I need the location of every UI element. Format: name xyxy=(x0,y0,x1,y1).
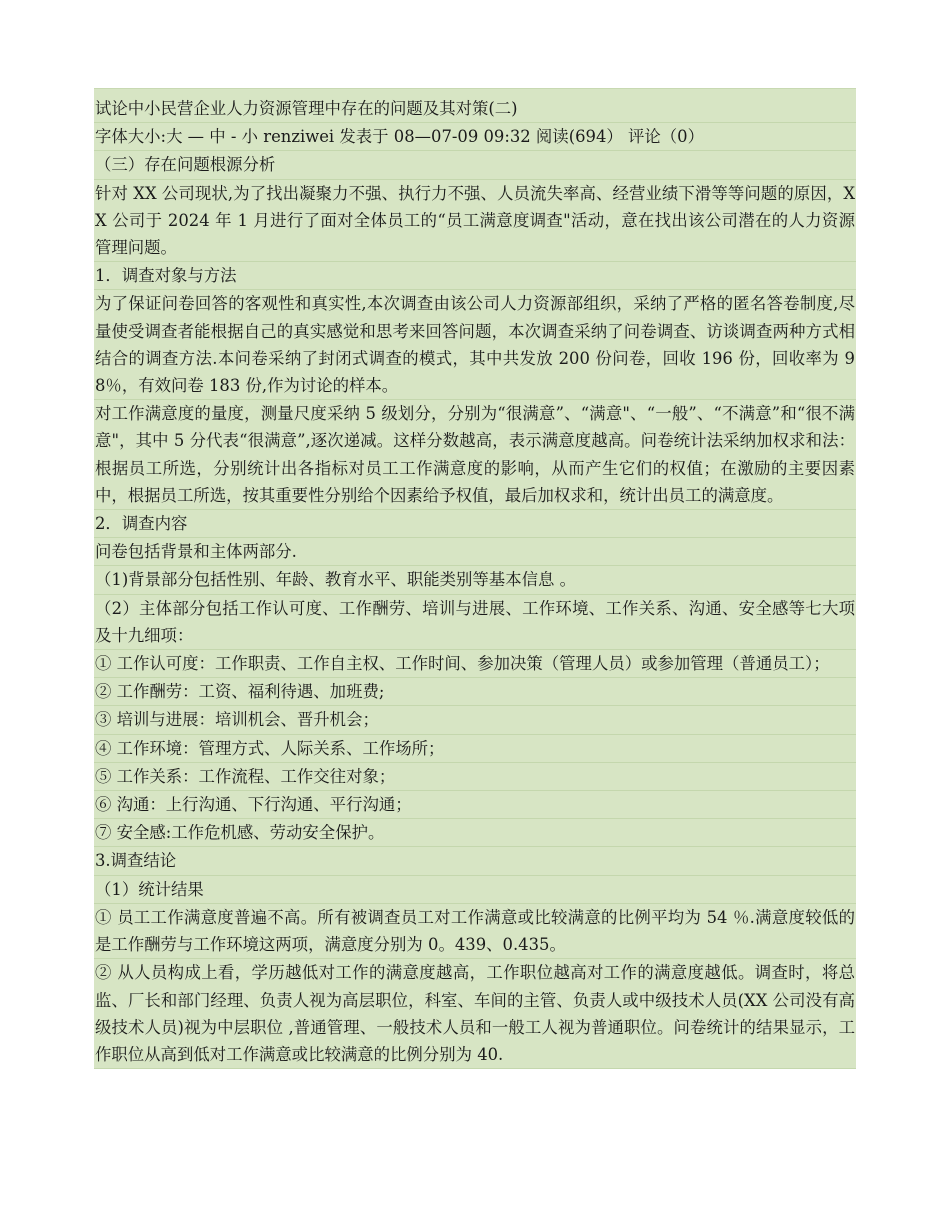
list-item: ④ 工作环境：管理方式、人际关系、工作场所； xyxy=(94,735,856,763)
paragraph: （2）主体部分包括工作认可度、工作酬劳、培训与进展、工作环境、工作关系、沟通、安全感等七大项及十九细项： xyxy=(94,595,856,650)
subsection-heading: 3.调查结论 xyxy=(94,847,856,875)
subsection-heading: 2．调查内容 xyxy=(94,510,856,538)
list-item: ⑥ 沟通：上行沟通、下行沟通、平行沟通； xyxy=(94,791,856,819)
article-title: 试论中小民营企业人力资源管理中存在的问题及其对策(二) xyxy=(94,89,856,123)
list-item: ① 员工工作满意度普遍不高。所有被调查员工对工作满意或比较满意的比例平均为 54 ％.满意度较低的是工作酬劳与工作环境这两项，满意度分别为 0。439、0.435。 xyxy=(94,904,856,959)
paragraph: 为了保证问卷回答的客观性和真实性,本次调查由该公司人力资源部组织，采纳了严格的匿名答卷制度,尽量使受调查者能根据自己的真实感觉和思考来回答问题，本次调查采纳了问卷调查、访谈调查两种方式相结合的调查方法.本问卷采纳了封闭式调查的模式，其中共发放 200 份问卷，回收 196 份，回收率为 98％，有效问卷 183 份,作为讨论的样本。 xyxy=(94,290,856,400)
section-heading: （三）存在问题根源分析 xyxy=(94,151,856,179)
paragraph: 针对 XX 公司现状,为了找出凝聚力不强、执行力不强、人员流失率高、经营业绩下滑等等问题的原因，XX 公司于 2024 年 1 月进行了面对全体员工的“员工满意度调查"活动，意在找出该公司潜在的人力资源管理问题。 xyxy=(94,180,856,263)
paragraph: 对工作满意度的量度，测量尺度采纳 5 级划分，分别为“很满意”、“满意"、“一般”、“不满意”和“很不满意"，其中 5 分代表“很满意”,逐次递减。这样分数越高，表示满意度越高。问卷统计法采纳加权求和法：根据员工所选，分别统计出各指标对员工工作满意度的影响，从而产生它们的权值；在激励的主要因素中，根据员工所选，按其重要性分别给个因素给予权值，最后加权求和，统计出员工的满意度。 xyxy=(94,400,856,510)
list-item: ⑦ 安全感:工作危机感、劳动安全保护。 xyxy=(94,819,856,847)
article-meta: 字体大小:大 — 中 - 小 renziwei 发表于 08—07-09 09:32 阅读(694） 评论（0） xyxy=(94,123,856,151)
list-item: ③ 培训与进展：培训机会、晋升机会； xyxy=(94,706,856,734)
list-item: ① 工作认可度：工作职责、工作自主权、工作时间、参加决策（管理人员）或参加管理（普通员工）； xyxy=(94,650,856,678)
paragraph: 问卷包括背景和主体两部分. xyxy=(94,538,856,566)
document-body xyxy=(94,88,856,1069)
list-item: ② 从人员构成上看，学历越低对工作的满意度越高，工作职位越高对工作的满意度越低。调查时，将总监、厂长和部门经理、负责人视为高层职位，科室、车间的主管、负责人或中级技术人员(XX 公司没有高级技术人员)视为中层职位 ,普通管理、一般技术人员和一般工人视为普通职位。问卷统计的结果显示，工作职位从高到低对工作满意或比较满意的比例分别为 40. xyxy=(94,959,856,1069)
list-item: ② 工作酬劳：工资、福利待遇、加班费; xyxy=(94,678,856,706)
subsection-heading: 1．调查对象与方法 xyxy=(94,262,856,290)
paragraph: （1）统计结果 xyxy=(94,876,856,904)
paragraph: （1)背景部分包括性别、年龄、教育水平、职能类别等基本信息 。 xyxy=(94,566,856,594)
list-item: ⑤ 工作关系：工作流程、工作交往对象； xyxy=(94,763,856,791)
